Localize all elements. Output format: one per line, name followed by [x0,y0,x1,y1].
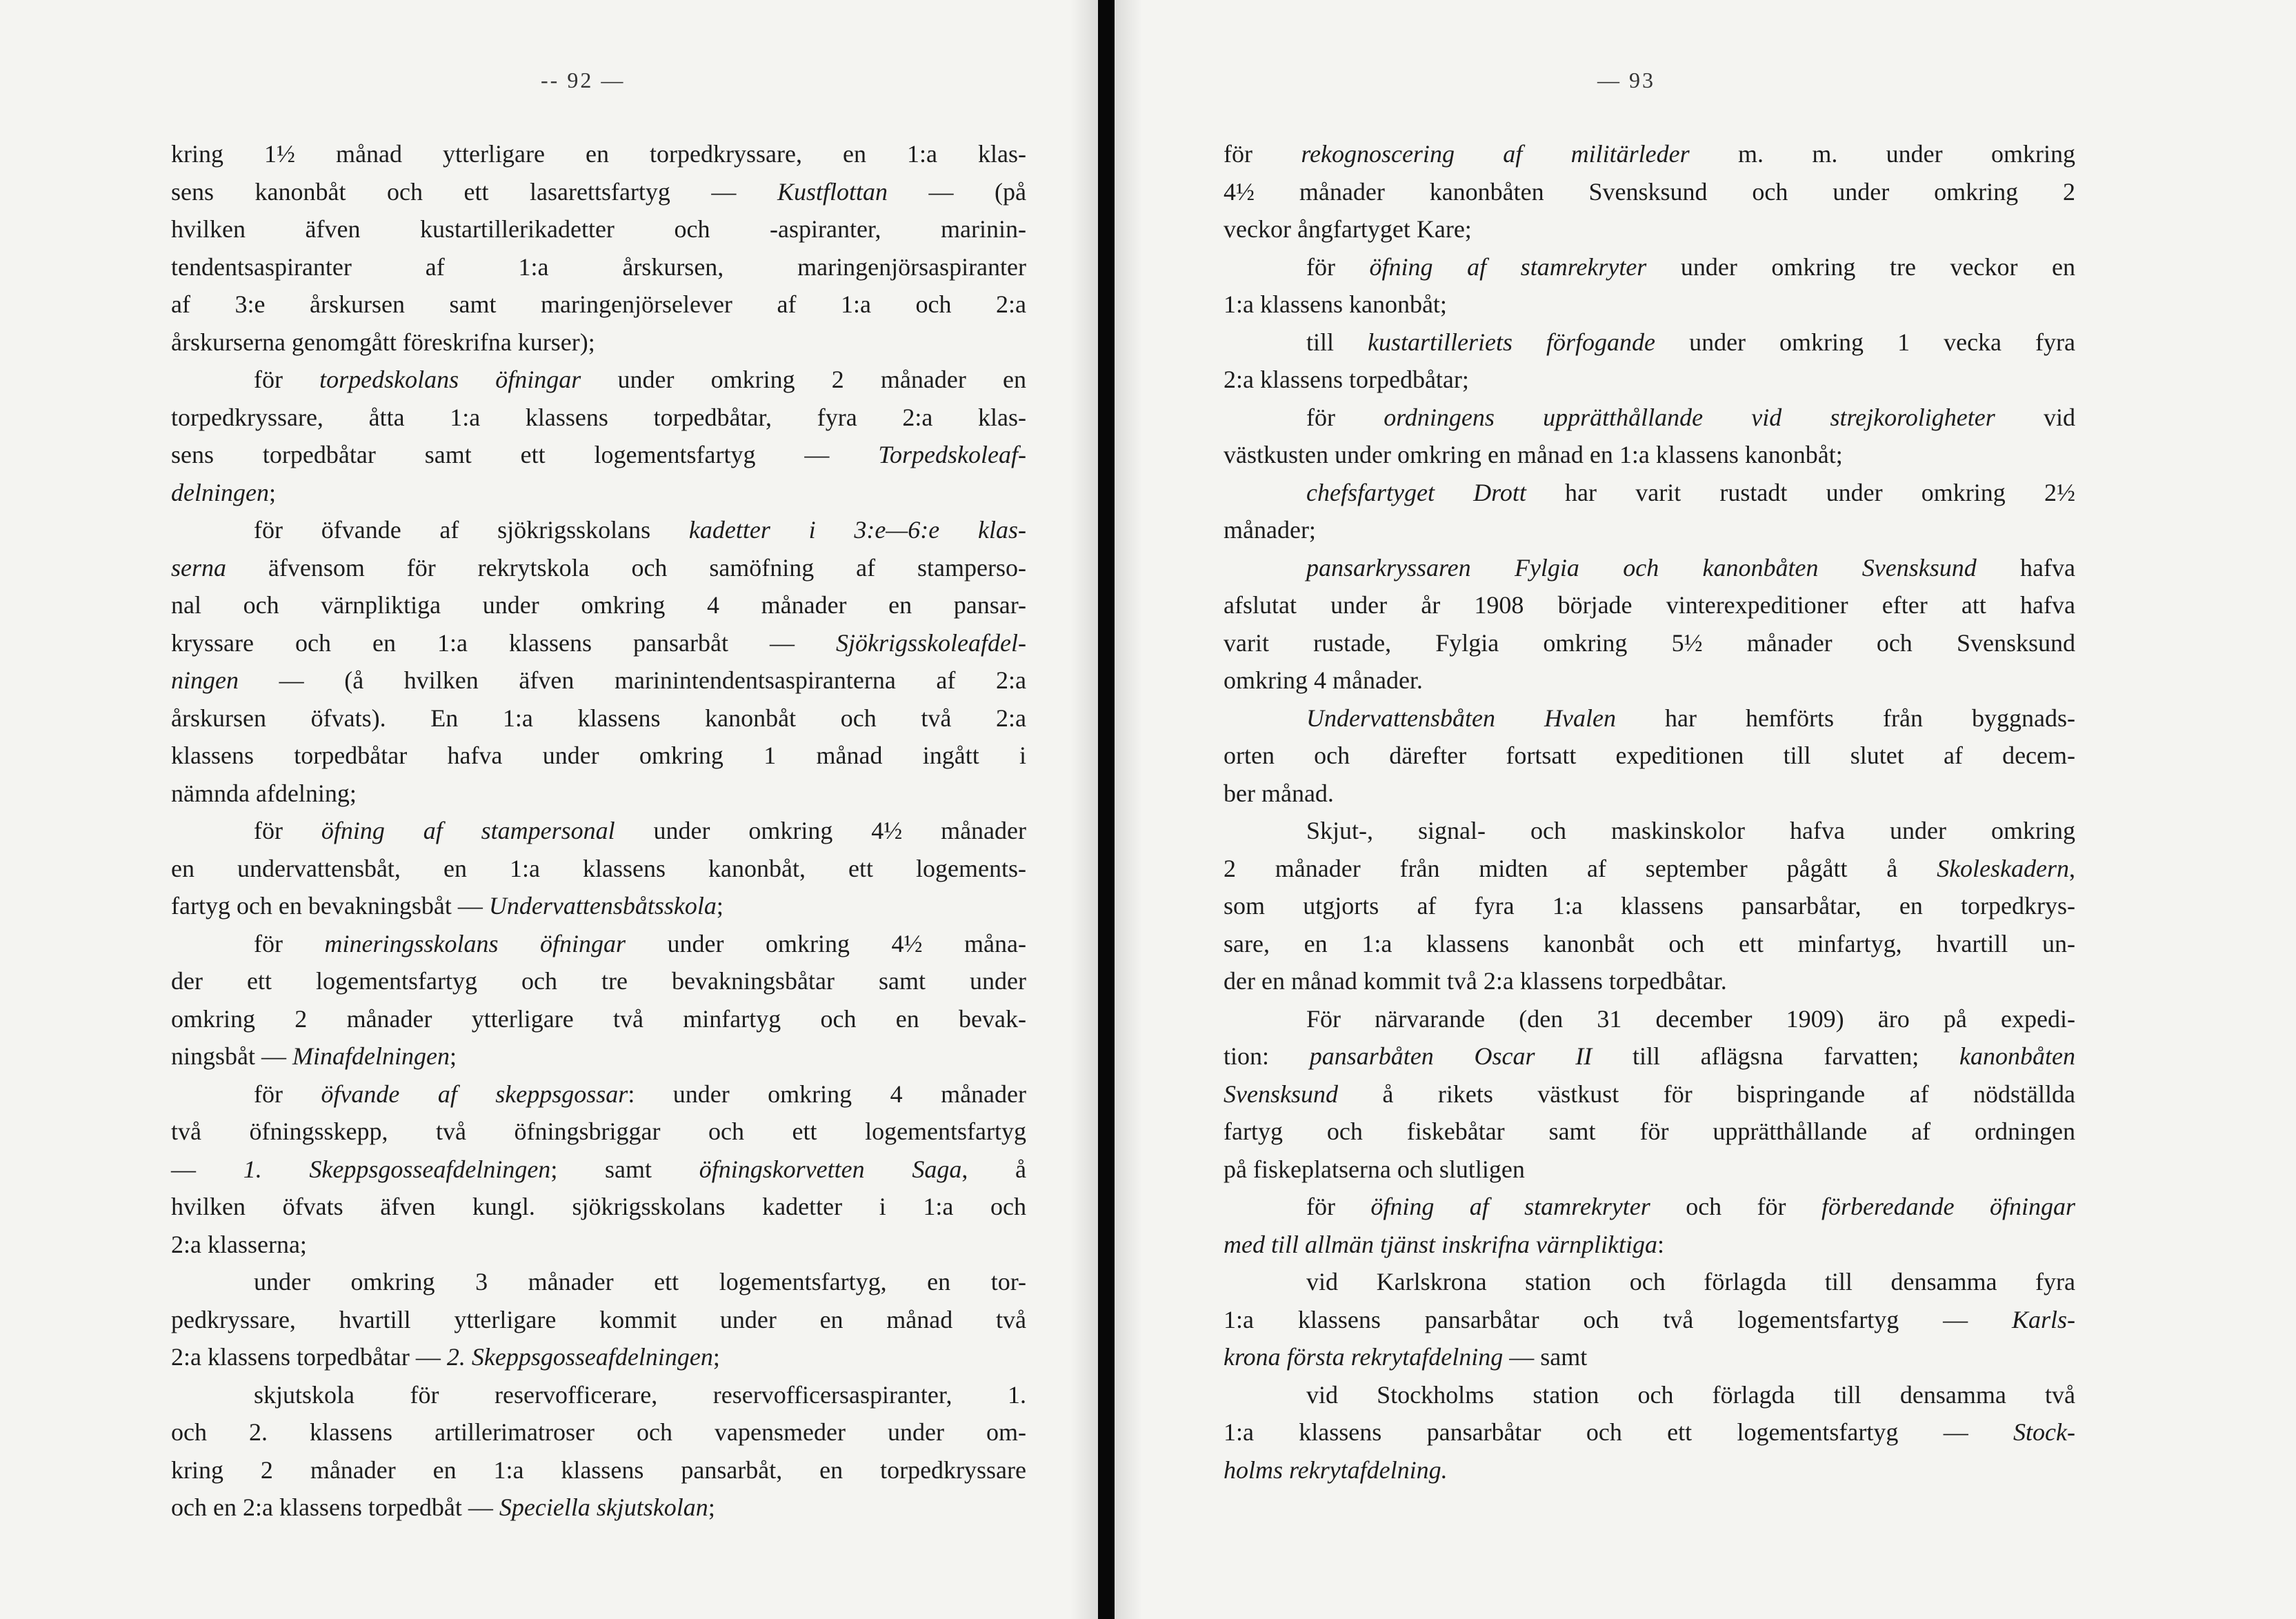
text-line: med till allmän tjänst inskrifna värnpliktiga: [1224,1230,1664,1258]
text-line: vid Karlskrona station och förlagda till densamma fyra [1306,1268,2075,1295]
text-line: för öfvande af skeppsgossar: under omkring 4 månader [254,1080,1027,1108]
text-line: för ordningens upprätthållande vid strejkoroligheter vid [1306,403,2075,431]
text-line: för öfvande af sjökrigsskolans kadetter i 3:e—6:e klas- [254,516,1027,544]
left-page-text [171,135,1026,1527]
text-line: 2 månader från midten af september pågått å Skoleskadern, [1224,854,2075,882]
text-line: ningen — (å hvilken äfven marinintendentsaspiranterna af 2:a [171,666,1026,694]
text-line: Svensksund å rikets västkust för bispringande af nödställda [1224,1080,2075,1108]
text-line: till kustartilleriets förfogande under omkring 1 vecka fyra [1306,328,2075,356]
text-line: serna äfvensom för rekrytskola och samöfning af stamperso- [171,553,1026,582]
text-line: nal och värnpliktiga under omkring 4 månader en pansar- [171,591,1026,619]
left-page [0,0,1098,1619]
text-line: Skjut-, signal- och maskinskolor hafva under omkring [1306,817,2075,844]
text-line: kring 2 månader en 1:a klassens pansarbåt, en torpedkryssare [171,1456,1026,1484]
text-line: — 1. Skeppsgosseafdelningen; samt öfningskorvetten Saga, å [171,1155,1026,1183]
text-line: fartyg och en bevakningsbåt — Undervattensbåtsskola; [171,892,723,920]
text-line: af 3:e årskursen samt maringenjörselever af 1:a och 2:a [171,290,1026,318]
text-line: delningen; [171,478,276,506]
text-line: der ett logementsfartyg och tre bevakningsbåtar samt under [171,967,1026,995]
text-line: klassens torpedbåtar hafva under omkring 1 månad ingått i [171,742,1026,769]
right-page-gutter-shadow [1115,0,1142,1619]
text-line: vid Stockholms station och förlagda till densamma två [1306,1380,2075,1409]
text-line: hvilken öfvats äfven kungl. sjökrigsskolans kadetter i 1:a och [171,1193,1026,1220]
text-line: omkring 2 månader ytterligare två minfartyg och en bevak- [171,1004,1026,1033]
text-line: fartyg och fiskebåtar samt för upprätthållande af ordningen [1224,1118,2075,1145]
text-line: för rekognoscering af militärleder m. m. under omkring [1224,140,2075,168]
text-line: månader; [1224,516,1316,544]
text-line: tion: pansarbåten Oscar II till aflägsna farvatten; kanonbåten [1224,1042,2075,1070]
text-line: kring 1½ månad ytterligare en torpedkryssare, en 1:a klas- [171,140,1026,168]
text-line: västkusten under omkring en månad en 1:a klassens kanonbåt; [1224,441,1843,468]
text-line: 4½ månader kanonbåten Svensksund och under omkring 2 [1224,177,2075,206]
text-line: pansarkryssaren Fylgia och kanonbåten Svensksund hafva [1306,553,2075,582]
text-line: afslutat under år 1908 började vinterexpeditioner efter att hafva [1224,591,2075,619]
text-line: holms rekrytafdelning. [1224,1456,1448,1484]
right-page [1115,0,2296,1619]
text-line: 2:a klassens torpedbåtar — 2. Skeppsgosseafdelningen; [171,1343,720,1371]
text-line: årskurserna genomgått föreskrifna kurser); [171,328,595,356]
text-line: För närvarande (den 31 december 1909) äro på expedi- [1306,1004,2075,1033]
text-line: sens torpedbåtar samt ett logementsfartyg — Torpedskoleaf- [171,441,1026,468]
text-line: 1:a klassens kanonbåt; [1224,290,1447,318]
left-page-gutter-shadow [1070,0,1098,1619]
right-page-text [1224,135,2075,1489]
text-line: 2:a klasserna; [171,1230,307,1258]
text-line: 1:a klassens pansarbåtar och ett logementsfartyg — Stock- [1224,1418,2075,1446]
page-number-right: — 93 [1597,68,1655,92]
text-line: sens kanonbåt och ett lasarettsfartyg — Kustflottan — (på [171,177,1026,206]
text-line: två öfningsskepp, två öfningsbriggar och ett logementsfartyg [171,1118,1026,1145]
text-line: på fiskeplatserna och slutligen [1224,1155,1525,1183]
text-line: ningsbåt — Minafdelningen; [171,1042,457,1070]
text-line: orten och därefter fortsatt expeditionen till slutet af decem- [1224,742,2075,769]
text-line: årskursen öfvats). En 1:a klassens kanonbåt och två 2:a [171,704,1026,732]
text-line: varit rustade, Fylgia omkring 5½ månader och Svensksund [1224,628,2075,657]
text-line: ber månad. [1224,779,1334,807]
text-line: tendentsaspiranter af 1:a årskursen, maringenjörsaspiranter [171,252,1026,281]
text-line: kryssare och en 1:a klassens pansarbåt — Sjökrigsskoleafdel- [171,628,1026,657]
page-number-left: -- 92 — [541,68,626,92]
text-line: under omkring 3 månader ett logementsfartyg, en tor- [254,1268,1026,1295]
text-line: för torpedskolans öfningar under omkring 2 månader en [254,366,1026,393]
text-line: för öfning af stamrekryter och för förberedande öfningar [1306,1193,2075,1220]
text-line: för mineringsskolans öfningar under omkring 4½ måna- [254,929,1026,957]
text-line: der en månad kommit två 2:a klassens torpedbåtar. [1224,967,1727,995]
text-line: 2:a klassens torpedbåtar; [1224,366,1469,393]
text-line: en undervattensbåt, en 1:a klassens kanonbåt, ett logements- [171,854,1026,882]
text-line: torpedkryssare, åtta 1:a klassens torpedbåtar, fyra 2:a klas- [171,403,1026,431]
text-line: omkring 4 månader. [1224,666,1423,694]
text-line: krona första rekrytafdelning — samt [1224,1343,1588,1371]
text-line: och 2. klassens artillerimatroser och vapensmeder under om- [171,1418,1026,1446]
text-line: veckor ångfartyget Kare; [1224,215,1472,243]
text-line: skjutskola för reservofficerare, reservofficersaspiranter, 1. [254,1380,1026,1409]
text-line: hvilken äfven kustartillerikadetter och -aspiranter, marinin- [171,215,1026,243]
text-line: Undervattensbåten Hvalen har hemförts från byggnads- [1306,704,2075,732]
text-line: sare, en 1:a klassens kanonbåt och ett minfartyg, hvartill un- [1224,929,2075,957]
text-line: för öfning af stampersonal under omkring 4½ månader [254,817,1027,844]
text-line: som utgjorts af fyra 1:a klassens pansarbåtar, en torpedkrys- [1224,892,2075,920]
text-line: nämnda afdelning; [171,779,357,807]
text-line: för öfning af stamrekryter under omkring tre veckor en [1306,252,2075,281]
text-line: 1:a klassens pansarbåtar och två logementsfartyg — Karls- [1224,1305,2075,1333]
text-line: pedkryssare, hvartill ytterligare kommit under en månad två [171,1305,1026,1333]
text-line: och en 2:a klassens torpedbåt — Speciella skjutskolan; [171,1493,715,1521]
text-line: chefsfartyget Drott har varit rustadt under omkring 2½ [1306,478,2075,506]
